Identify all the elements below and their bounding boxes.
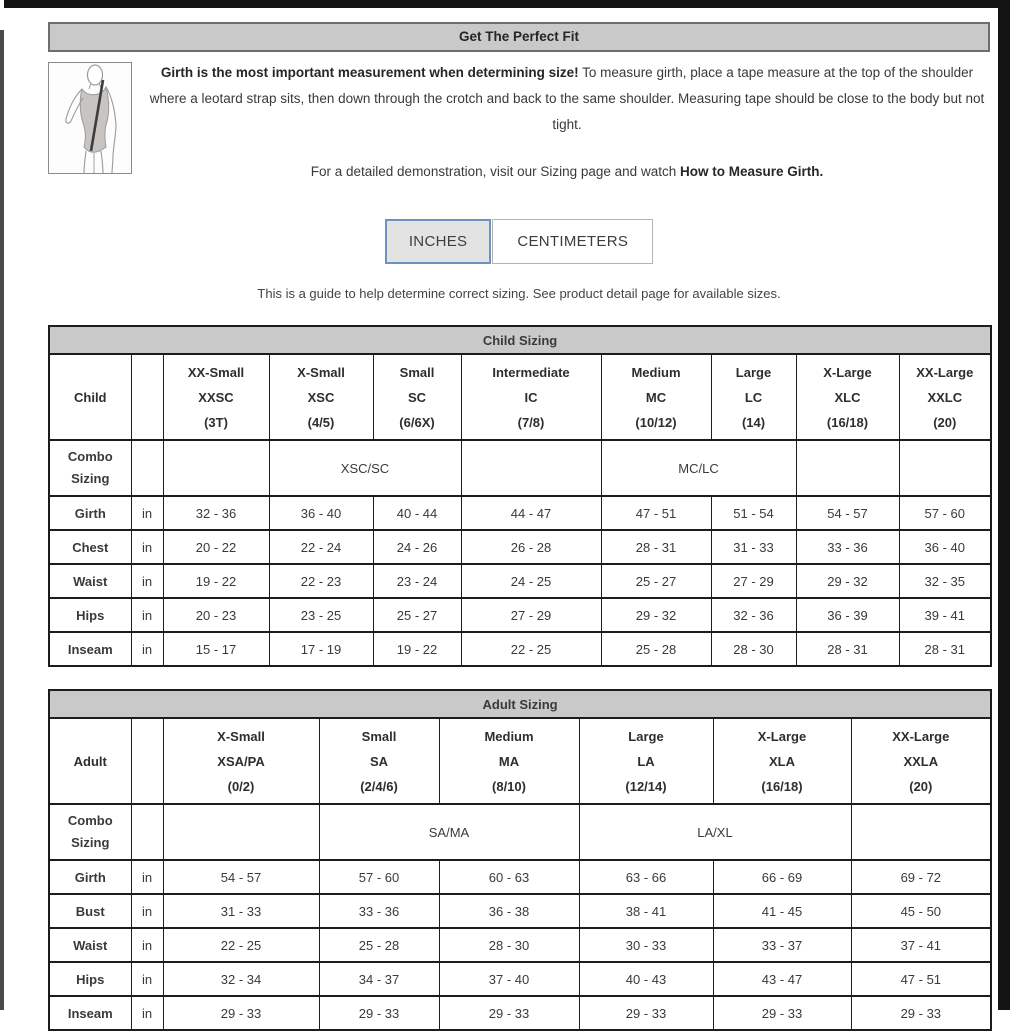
- value-cell: 27 - 29: [711, 564, 796, 598]
- value-cell: 43 - 47: [713, 962, 851, 996]
- unit-cell: in: [131, 564, 163, 598]
- combo-sizing-label: Combo Sizing: [49, 440, 131, 496]
- value-cell: 27 - 29: [461, 598, 601, 632]
- value-cell: 30 - 33: [579, 928, 713, 962]
- screenshot-top-edge: [4, 0, 1010, 8]
- size-code: XLA: [769, 753, 795, 769]
- table-row: [49, 530, 991, 564]
- value-cell: 29 - 33: [163, 996, 319, 1030]
- unit-cell: in: [131, 962, 163, 996]
- table-row: [49, 564, 991, 598]
- value-cell: 19 - 22: [373, 632, 461, 666]
- empty-cell: [163, 440, 269, 496]
- size-name: Intermediate: [492, 364, 570, 380]
- leotard-figure-icon: [49, 63, 131, 173]
- size-name: X-Small: [297, 364, 345, 380]
- size-name: Small: [361, 728, 397, 744]
- value-cell: 44 - 47: [461, 496, 601, 530]
- girth-instruction-paragraph: [144, 60, 990, 138]
- size-name: Large: [628, 728, 664, 744]
- value-cell: 25 - 28: [601, 632, 711, 666]
- measurement-label: Girth: [49, 496, 131, 530]
- value-cell: 20 - 22: [163, 530, 269, 564]
- size-column-header: [269, 354, 373, 440]
- empty-cell: [131, 804, 163, 860]
- size-range: (12/14): [625, 778, 667, 794]
- inches-button[interactable]: INCHES: [385, 219, 491, 264]
- size-range: (0/2): [227, 778, 255, 794]
- value-cell: 39 - 41: [899, 598, 991, 632]
- size-range: (4/5): [307, 414, 335, 430]
- value-cell: 36 - 40: [269, 496, 373, 530]
- unit-cell: in: [131, 530, 163, 564]
- table-row: [49, 804, 991, 860]
- value-cell: 29 - 33: [439, 996, 579, 1030]
- size-name: X-Large: [823, 364, 872, 380]
- empty-cell: [131, 440, 163, 496]
- measurement-label: Inseam: [49, 632, 131, 666]
- table-row: [49, 440, 991, 496]
- measurement-label: Chest: [49, 530, 131, 564]
- value-cell: 22 - 25: [163, 928, 319, 962]
- table-row: [49, 632, 991, 666]
- value-cell: 37 - 40: [439, 962, 579, 996]
- size-code: XXLC: [927, 389, 963, 405]
- measurement-label: Waist: [49, 564, 131, 598]
- value-cell: 28 - 31: [899, 632, 991, 666]
- size-column-header: [851, 718, 991, 804]
- measurement-label: Bust: [49, 894, 131, 928]
- value-cell: 28 - 31: [796, 632, 899, 666]
- measurement-label: Inseam: [49, 996, 131, 1030]
- unit-toggle: [48, 219, 990, 264]
- size-range: (10/12): [635, 414, 677, 430]
- size-column-header: [796, 354, 899, 440]
- value-cell: 34 - 37: [319, 962, 439, 996]
- value-cell: 25 - 27: [601, 564, 711, 598]
- value-cell: 28 - 30: [439, 928, 579, 962]
- table-row: [49, 860, 991, 894]
- size-code: LA: [637, 753, 655, 769]
- combo-group-cell: LA/XL: [579, 804, 851, 860]
- value-cell: 66 - 69: [713, 860, 851, 894]
- value-cell: 17 - 19: [269, 632, 373, 666]
- value-cell: 40 - 43: [579, 962, 713, 996]
- sizing-guide-page: [48, 22, 990, 1031]
- value-cell: 33 - 37: [713, 928, 851, 962]
- value-cell: 25 - 28: [319, 928, 439, 962]
- value-cell: 63 - 66: [579, 860, 713, 894]
- size-column-header: [373, 354, 461, 440]
- size-column-header: [601, 354, 711, 440]
- value-cell: 57 - 60: [319, 860, 439, 894]
- unit-cell: in: [131, 496, 163, 530]
- adult-sizing-table: [48, 689, 992, 1031]
- value-cell: 22 - 23: [269, 564, 373, 598]
- empty-cell: [131, 354, 163, 440]
- size-range: (7/8): [517, 414, 545, 430]
- value-cell: 22 - 24: [269, 530, 373, 564]
- value-cell: 29 - 33: [579, 996, 713, 1030]
- table-row: [49, 894, 991, 928]
- combo-group-cell: MC/LC: [601, 440, 796, 496]
- unit-cell: in: [131, 996, 163, 1030]
- size-range: (3T): [204, 414, 228, 430]
- value-cell: 32 - 34: [163, 962, 319, 996]
- value-cell: 25 - 27: [373, 598, 461, 632]
- size-range: (20): [909, 778, 933, 794]
- table-row: [49, 598, 991, 632]
- value-cell: 29 - 33: [713, 996, 851, 1030]
- size-code: MC: [645, 389, 667, 405]
- value-cell: 37 - 41: [851, 928, 991, 962]
- value-cell: 29 - 32: [601, 598, 711, 632]
- girth-instructions: [132, 60, 990, 179]
- value-cell: 36 - 38: [439, 894, 579, 928]
- page-title: Get The Perfect Fit: [48, 22, 990, 52]
- value-cell: 29 - 33: [851, 996, 991, 1030]
- unit-cell: in: [131, 860, 163, 894]
- size-code: IC: [524, 389, 538, 405]
- empty-cell: [899, 440, 991, 496]
- empty-cell: [851, 804, 991, 860]
- value-cell: 38 - 41: [579, 894, 713, 928]
- measurement-label: Girth: [49, 860, 131, 894]
- unit-cell: in: [131, 894, 163, 928]
- table-row: [49, 718, 991, 804]
- size-range: (16/18): [761, 778, 803, 794]
- combo-sizing-label: Combo Sizing: [49, 804, 131, 860]
- value-cell: 15 - 17: [163, 632, 269, 666]
- size-name: Large: [735, 364, 772, 380]
- demo-line: [144, 164, 990, 179]
- combo-group-cell: SA/MA: [319, 804, 579, 860]
- adult-row-header: Adult: [49, 718, 131, 804]
- size-name: XX-Large: [892, 728, 950, 744]
- size-range: (20): [933, 414, 957, 430]
- size-code: SA: [369, 753, 389, 769]
- empty-cell: [163, 804, 319, 860]
- screenshot-right-edge: [998, 0, 1010, 1010]
- size-column-header: [163, 718, 319, 804]
- table-row: [49, 962, 991, 996]
- empty-cell: [131, 718, 163, 804]
- value-cell: 32 - 36: [711, 598, 796, 632]
- value-cell: 24 - 25: [461, 564, 601, 598]
- value-cell: 54 - 57: [796, 496, 899, 530]
- value-cell: 32 - 35: [899, 564, 991, 598]
- value-cell: 29 - 32: [796, 564, 899, 598]
- size-column-header: [711, 354, 796, 440]
- value-cell: 31 - 33: [163, 894, 319, 928]
- empty-cell: [796, 440, 899, 496]
- size-range: (14): [741, 414, 766, 430]
- girth-instruction-lead: Girth is the most important measurement when determining size!: [160, 65, 579, 80]
- size-column-header: [713, 718, 851, 804]
- value-cell: 45 - 50: [851, 894, 991, 928]
- size-name: Medium: [484, 728, 534, 744]
- measurement-label: Waist: [49, 928, 131, 962]
- value-cell: 47 - 51: [851, 962, 991, 996]
- value-cell: 33 - 36: [319, 894, 439, 928]
- leotard-girth-diagram-icon: [48, 62, 132, 174]
- sizing-note: This is a guide to help determine correct sizing. See product detail page for available sizes.: [257, 286, 781, 301]
- value-cell: 33 - 36: [796, 530, 899, 564]
- child-sizing-table: [48, 325, 992, 667]
- value-cell: 40 - 44: [373, 496, 461, 530]
- size-column-header: [899, 354, 991, 440]
- size-name: X-Large: [757, 728, 807, 744]
- size-name: Medium: [631, 364, 681, 380]
- measurement-label: Hips: [49, 598, 131, 632]
- unit-cell: in: [131, 598, 163, 632]
- value-cell: 22 - 25: [461, 632, 601, 666]
- size-range: (2/4/6): [360, 778, 398, 794]
- size-column-header: [439, 718, 579, 804]
- value-cell: 41 - 45: [713, 894, 851, 928]
- value-cell: 23 - 24: [373, 564, 461, 598]
- child-row-header: Child: [49, 354, 131, 440]
- size-code: XLC: [834, 389, 861, 405]
- demo-prefix: For a detailed demonstration, visit our Sizing page and watch: [310, 164, 680, 179]
- adult-table-title: Adult Sizing: [49, 690, 991, 718]
- size-code: XXLA: [903, 753, 939, 769]
- measurement-label: Hips: [49, 962, 131, 996]
- table-row: [49, 326, 991, 354]
- demo-bold: How to Measure Girth.: [679, 164, 824, 179]
- value-cell: 47 - 51: [601, 496, 711, 530]
- value-cell: 26 - 28: [461, 530, 601, 564]
- size-name: Small: [399, 364, 435, 380]
- size-range: (6/6X): [399, 414, 435, 430]
- girth-intro-section: [48, 60, 990, 179]
- table-row: [49, 928, 991, 962]
- screenshot-left-edge: [0, 30, 4, 1010]
- value-cell: 57 - 60: [899, 496, 991, 530]
- combo-group-cell: XSC/SC: [269, 440, 461, 496]
- size-code: XSA/PA: [217, 753, 265, 769]
- size-name: X-Small: [217, 728, 265, 744]
- value-cell: 69 - 72: [851, 860, 991, 894]
- size-name: XX-Large: [916, 364, 974, 380]
- table-row: [49, 354, 991, 440]
- value-cell: 28 - 30: [711, 632, 796, 666]
- value-cell: 36 - 39: [796, 598, 899, 632]
- size-code: XSC: [307, 389, 335, 405]
- value-cell: 54 - 57: [163, 860, 319, 894]
- size-code: XXSC: [198, 389, 234, 405]
- size-code: SC: [407, 389, 427, 405]
- size-code: LC: [744, 389, 763, 405]
- size-range: (16/18): [826, 414, 869, 430]
- value-cell: 51 - 54: [711, 496, 796, 530]
- value-cell: 31 - 33: [711, 530, 796, 564]
- value-cell: 28 - 31: [601, 530, 711, 564]
- size-column-header: [461, 354, 601, 440]
- unit-cell: in: [131, 928, 163, 962]
- unit-cell: in: [131, 632, 163, 666]
- size-column-header: [163, 354, 269, 440]
- value-cell: 24 - 26: [373, 530, 461, 564]
- value-cell: 60 - 63: [439, 860, 579, 894]
- size-name: XX-Small: [187, 364, 245, 380]
- size-code: MA: [498, 753, 520, 769]
- value-cell: 32 - 36: [163, 496, 269, 530]
- value-cell: 29 - 33: [319, 996, 439, 1030]
- table-row: [49, 996, 991, 1030]
- value-cell: 20 - 23: [163, 598, 269, 632]
- child-table-title: Child Sizing: [49, 326, 991, 354]
- table-row: [49, 690, 991, 718]
- size-column-header: [579, 718, 713, 804]
- value-cell: 36 - 40: [899, 530, 991, 564]
- size-column-header: [319, 718, 439, 804]
- value-cell: 19 - 22: [163, 564, 269, 598]
- centimeters-button[interactable]: CENTIMETERS: [492, 219, 653, 264]
- value-cell: 23 - 25: [269, 598, 373, 632]
- girth-instruction-body: To measure girth, place a tape measure at the top of the shoulder where a leotard strap sits, then down through the crotch and back to the same shoulder. Measuring tape should be close to the body but not tight.: [149, 65, 985, 132]
- size-range: (8/10): [492, 778, 526, 794]
- table-row: [49, 496, 991, 530]
- empty-cell: [461, 440, 601, 496]
